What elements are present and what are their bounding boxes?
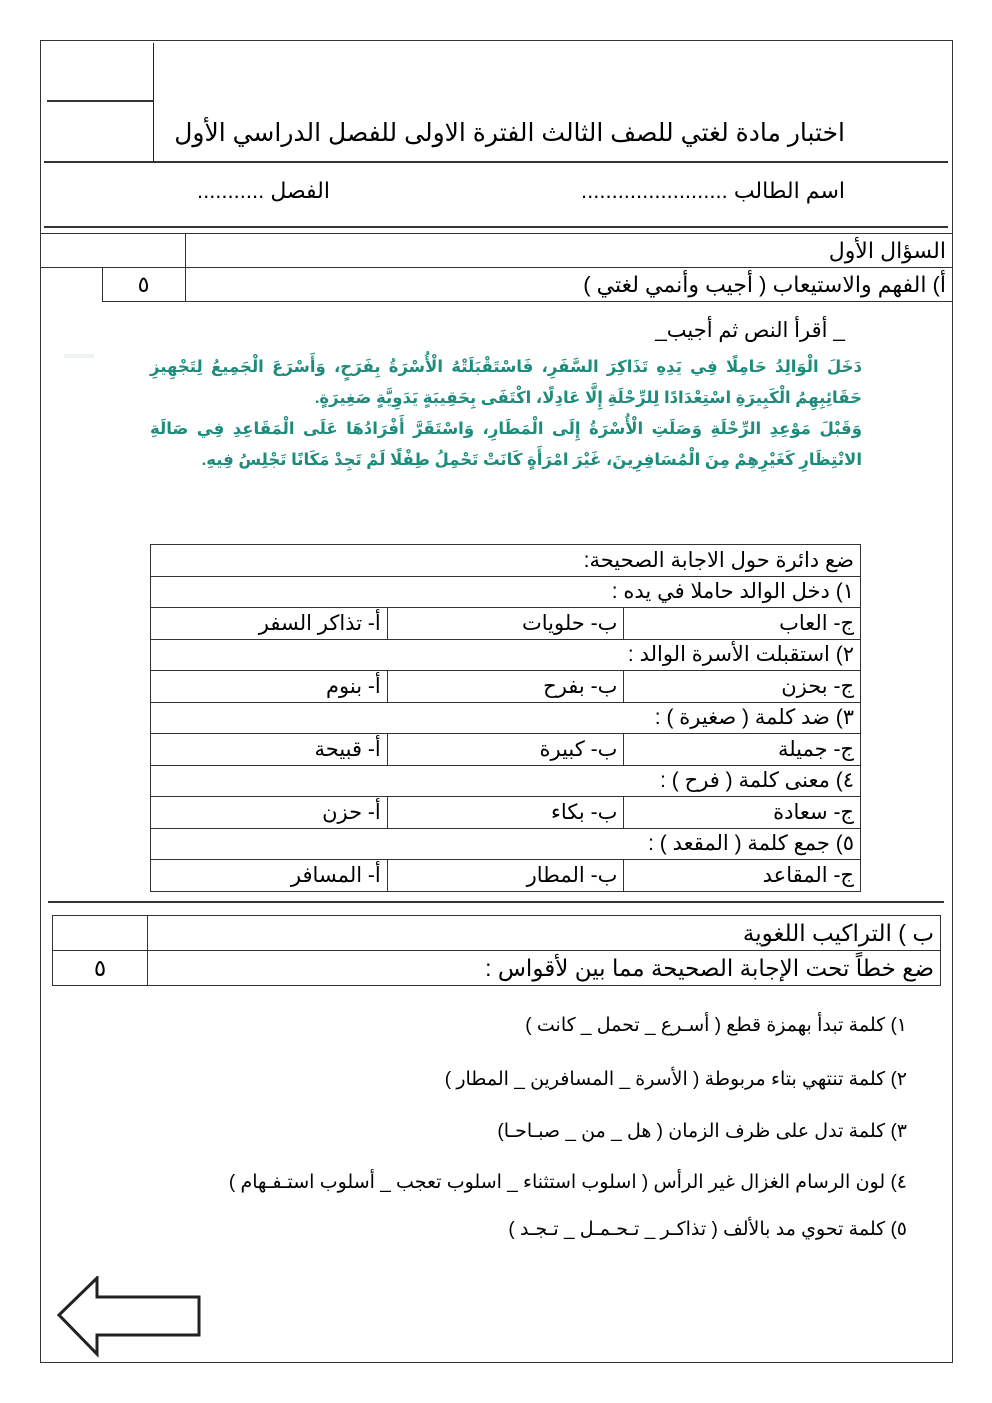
section-b-blank-cell [53, 916, 148, 951]
mc-options-row-5 [151, 860, 861, 892]
mc-options-row-2 [151, 671, 861, 703]
multiple-choice-table [150, 544, 861, 892]
title-underline [44, 161, 948, 163]
mc-option-c[interactable]: ج- العاب [624, 608, 861, 640]
mc-option-b[interactable]: ب- المطار [387, 860, 624, 892]
mc-question-1: ١) دخل الوالد حاملا في يده : [151, 576, 861, 608]
section-b-score: ٥ [53, 951, 148, 986]
mc-option-a[interactable]: أ- بنوم [151, 671, 388, 703]
mc-options-row-1 [151, 608, 861, 640]
mc-options-row-3 [151, 734, 861, 766]
section-divider [48, 901, 944, 903]
header-box-line [47, 100, 153, 102]
question1-header-table [40, 233, 953, 302]
section-a-title: أ) الفهم والاستيعاب ( أجيب وأنمي لغتي ) [185, 268, 953, 302]
mc-option-b[interactable]: ب- بكاء [387, 797, 624, 829]
student-name-field[interactable]: اسم الطالب ........................ [581, 178, 845, 203]
section-b-header-table [52, 915, 941, 986]
mc-options-row-4 [151, 797, 861, 829]
mc-option-b[interactable]: ب- حلويات [387, 608, 624, 640]
mc-question-2: ٢) استقبلت الأسرة الوالد : [151, 639, 861, 671]
passage-image-edge [64, 354, 94, 358]
section-b-title: ب ) التراكيب اللغوية [148, 916, 941, 951]
mc-option-c[interactable]: ج- جميلة [624, 734, 861, 766]
class-field[interactable]: الفصل ........... [196, 178, 330, 203]
section-b-item-4: ٤) لون الرسام الغزال غير الرأس ( اسلوب استثناء _ اسلوب تعجب _ أسلوب استـفـهام ) [228, 1172, 907, 1193]
mc-option-b[interactable]: ب- كبيرة [387, 734, 624, 766]
left-arrow-icon[interactable] [56, 1276, 206, 1358]
mc-question-5: ٥) جمع كلمة ( المقعد ) : [151, 828, 861, 860]
mc-option-a[interactable]: أ- تذاكر السفر [151, 608, 388, 640]
question1-title: السؤال الأول [185, 234, 953, 268]
mc-question-3: ٣) ضد كلمة ( صغيرة ) : [151, 702, 861, 734]
passage-paragraph-2: وَقَبْلَ مَوْعِدِ الرِّحْلَةِ وَصَلَتِ الْأُسْرَةُ إِلَى الْمَطَارِ، وَاسْتَقَرَّ أَفْرَادُهَا عَلَى الْمَقَاعِدِ فِي صَالَةِ الانْتِظَارِ كَغَيْرِهِمْ مِنَ الْمُسَافِرِينَ، غَيْرَ امْرَأَةٍ كَانَتْ تَحْمِلُ طِفْلًا لَمْ تَجِدْ مَكَانًا تَجْلِسُ فِيهِ. [150, 420, 862, 469]
question1-blank-cell [40, 234, 185, 268]
exam-title: اختبار مادة لغتي للصف الثالث الفترة الاولى للفصل الدراسي الأول [174, 119, 845, 147]
mc-option-c[interactable]: ج- بحزن [624, 671, 861, 703]
mc-option-c[interactable]: ج- المقاعد [624, 860, 861, 892]
section-b-item-3: ٣) كلمة تدل على ظرف الزمان ( هل _ من _ صبـاحـا) [497, 1121, 907, 1142]
mc-option-b[interactable]: ب- بفرح [387, 671, 624, 703]
section-b-item-2: ٢) كلمة تنتهي بتاء مربوطة ( الأسرة _ المسافرين _ المطار ) [444, 1069, 907, 1090]
section-b-item-1: ١) كلمة تبدأ بهمزة قطع ( أسـرع _ تحمل _ كانت ) [525, 1015, 907, 1036]
mc-option-a[interactable]: أ- المسافر [151, 860, 388, 892]
mc-instruction: ضع دائرة حول الاجابة الصحيحة: [151, 545, 861, 577]
mc-option-c[interactable]: ج- سعادة [624, 797, 861, 829]
header-bottom-line [44, 226, 948, 228]
mc-option-a[interactable]: أ- حزن [151, 797, 388, 829]
question1-score: ٥ [102, 268, 185, 302]
reading-passage [150, 352, 862, 476]
mc-option-a[interactable]: أ- قبيحة [151, 734, 388, 766]
header-box-divider [153, 43, 154, 163]
passage-paragraph-1: دَخَلَ الْوَالِدُ حَامِلًا فِي يَدِهِ تَذَاكِرَ السَّفَرِ، فَاسْتَقْبَلَتْهُ الْأُسْرَةُ بِفَرَحٍ، وَأَسْرَعَ الْجَمِيعُ لِتَجْهِيزِ حَقَائِبِهِمُ الْكَبِيرَةِ اسْتِعْدَادًا لِلرِّحْلَةِ إِلَّا عَادِلًا، اكْتَفَى بِحَقِيبَةٍ يَدَوِيَّةٍ صَغِيرَةٍ. [150, 358, 862, 407]
mc-question-4: ٤) معنى كلمة ( فرح ) : [151, 765, 861, 797]
section-b-instruction: ضع خطاً تحت الإجابة الصحيحة مما بين لأقواس : [148, 951, 941, 986]
section-b-item-5: ٥) كلمة تحوي مد بالألف ( تذاكـر _ تـحـمـل _ تـجـد ) [508, 1219, 907, 1240]
question1-margin-cell [40, 268, 102, 302]
reading-instruction: _ أقرأ النص ثم أجيب_ [655, 319, 845, 342]
